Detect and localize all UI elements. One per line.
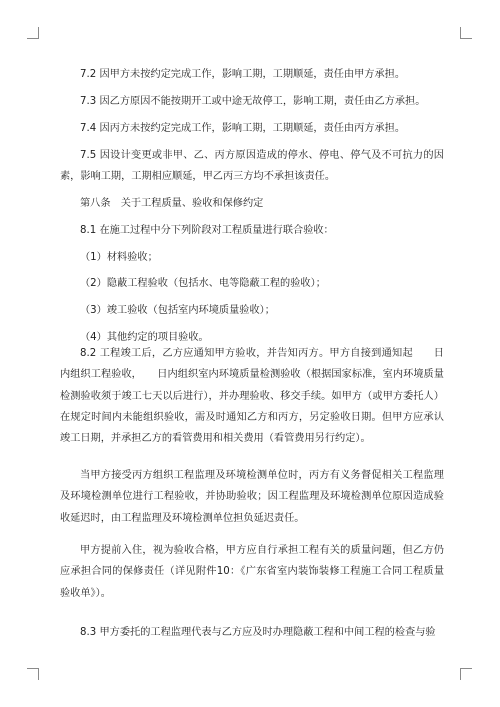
- clause-8-2: 8.2 工程竣工后，乙方应通知甲方验收，并告知丙方。甲方自接到通知起 日内组织工程验收， 日内组织室内环境质量检测验收（根据国家标准，室内环境质量检测验收须于竣工七天以后进行），并办理验收、移交手续。如甲方（或甲方委托人）在规定时间内未能组织验收，需及时通知乙方和丙方，另定验收日期。但甲方应承认竣工日期，并承担乙方的看管费用和相关费用（看管费用另行约定）。: [60, 348, 444, 445]
- clause-7-3: 7.3 因乙方原因不能按期开工或中途无故停工，影响工期，责任由乙方承担。: [80, 96, 426, 107]
- crop-mark-bottom-right-h: [460, 668, 472, 669]
- clause-7-5: 7.5 因设计变更或非甲、乙、丙方原因造成的停水、停电、停气及不可抗力的因素，影响工期，工期相应顺延，甲乙丙三方均不承担该责任。: [60, 150, 444, 183]
- list-item: （1）材料验收；: [80, 252, 158, 263]
- crop-mark-top-left-v: [38, 27, 39, 39]
- clause-7-2: 7.2 因甲方未按约定完成工作，影响工期，工期顺延，责任由甲方承担。: [80, 69, 406, 80]
- clause-8-2-supervision: 当甲方接受丙方组织工程监理及环境检测单位时，丙方有义务督促相关工程监理及环境检测单位进行工程验收，并协助验收；因工程监理及环境检测单位原因造成验收延迟时，由工程监理及环境检测单位担负延迟责任。: [60, 470, 444, 524]
- clause-8-1: 8.1 在施工过程中分下列阶段对工程质量进行联合验收：: [80, 225, 334, 236]
- list-item: （2）隐蔽工程验收（包括水、电等隐蔽工程的验收）；: [80, 278, 326, 289]
- clause-8-3: 8.3 甲方委托的工程监理代表与乙方应及时办理隐蔽工程和中间工程的检查与验: [80, 627, 436, 638]
- clause-8-2-early-occupancy: 甲方提前入住，视为验收合格，甲方应自行承担工程有关的质量问题，但乙方仍应承担合同的保修责任（详见附件10：《广东省室内装饰装修工程施工合同工程质量验收单》）。: [60, 545, 444, 599]
- list-item: （3）竣工验收（包括室内环境质量验收）；: [80, 305, 275, 316]
- list-item: （4）其他约定的项目验收。: [80, 332, 209, 343]
- crop-mark-top-right-h: [460, 38, 472, 39]
- clause-7-4: 7.4 因丙方未按约定完成工作，影响工期，工期顺延，责任由丙方承担。: [80, 123, 406, 134]
- crop-mark-bottom-right-v: [460, 668, 461, 680]
- article-8-heading: 第八条 关于工程质量、验收和保修约定: [80, 198, 264, 209]
- crop-mark-top-right-v: [460, 27, 461, 39]
- crop-mark-bottom-left-v: [38, 668, 39, 680]
